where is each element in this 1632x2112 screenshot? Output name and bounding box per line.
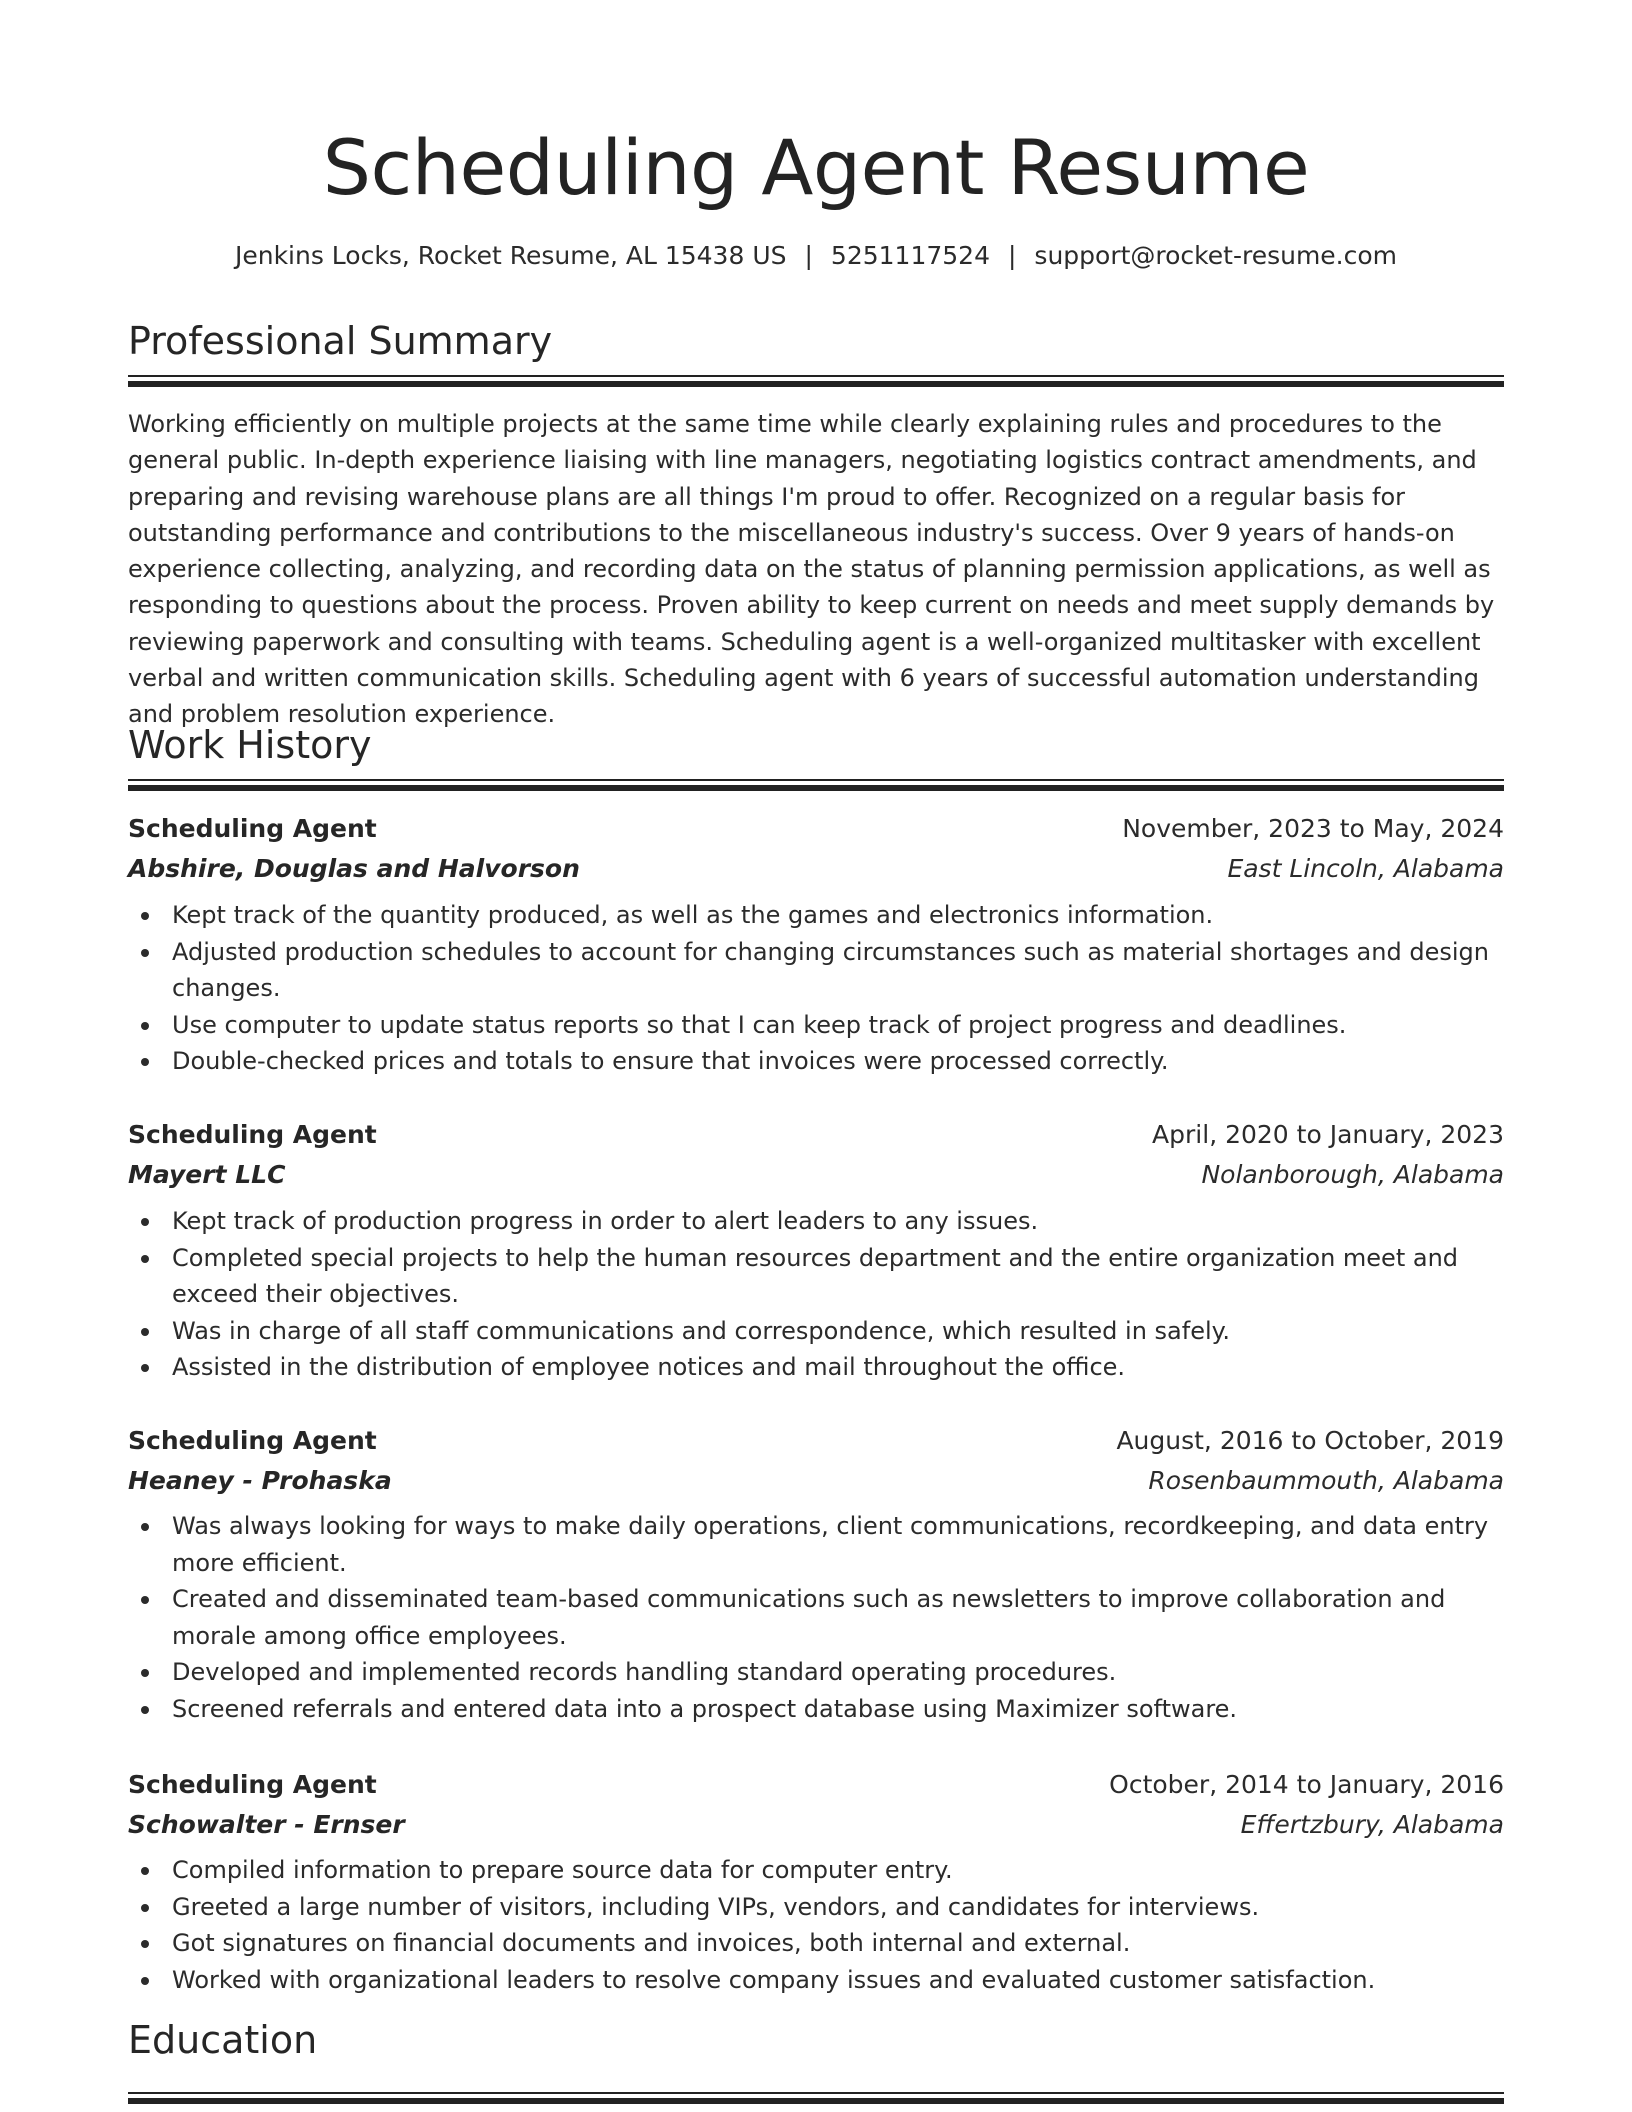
job-bullet-list	[128, 897, 1504, 1080]
bullet-icon	[141, 949, 149, 957]
list-item	[128, 934, 1504, 1007]
bullet-text: Double-checked prices and totals to ensure that invoices were processed correctly.	[172, 1047, 1169, 1075]
bullet-text: Created and disseminated team-based communications such as newsletters to improve collaboration and morale among office employees.	[172, 1585, 1446, 1650]
list-item	[128, 1925, 1504, 1962]
bullet-icon	[141, 1058, 149, 1066]
job-header-row	[128, 1421, 1504, 1461]
job-bullet-list	[128, 1852, 1504, 1998]
contact-email: support@rocket-resume.com	[1034, 241, 1398, 270]
job-dates: April, 2020 to January, 2023	[1152, 1120, 1504, 1149]
list-item	[128, 1240, 1504, 1313]
job-bullet-list	[128, 1203, 1504, 1386]
bullet-text: Kept track of production progress in order to alert leaders to any issues.	[172, 1207, 1039, 1235]
contact-line	[128, 238, 1504, 274]
bullet-icon	[141, 1977, 149, 1985]
job-company: Schowalter - Ernser	[128, 1810, 405, 1839]
job-location: Effertzbury, Alabama	[1240, 1810, 1504, 1839]
contact-address: Jenkins Locks, Rocket Resume, AL 15438 US	[234, 241, 787, 270]
bullet-icon	[141, 912, 149, 920]
education-section-header	[128, 2015, 1504, 2065]
list-item	[128, 1962, 1504, 1999]
job-header-row	[128, 1115, 1504, 1155]
bullet-icon	[141, 1255, 149, 1263]
job-title: Scheduling Agent	[128, 1770, 377, 1799]
bullet-text: Assisted in the distribution of employee notices and mail throughout the office.	[172, 1353, 1126, 1381]
job-bullet-list	[128, 1508, 1504, 1727]
bullet-text: Completed special projects to help the human resources department and the entire organization meet and exceed their objectives.	[172, 1243, 1459, 1308]
work-heading: Work History	[128, 723, 372, 767]
job-location: Nolanborough, Alabama	[1201, 1160, 1504, 1189]
work-section-header	[128, 720, 1504, 770]
bullet-text: Worked with organizational leaders to resolve company issues and evaluated customer satisfaction.	[172, 1965, 1376, 1994]
section-divider-thick	[128, 785, 1504, 791]
section-divider-thick	[128, 381, 1504, 387]
list-item	[128, 1043, 1504, 1080]
job-company: Heaney - Prohaska	[128, 1466, 392, 1495]
list-item	[128, 1349, 1504, 1386]
bullet-text: Compiled information to prepare source data for computer entry.	[172, 1856, 953, 1884]
bullet-icon	[141, 1218, 149, 1226]
contact-phone: 5251117524	[830, 241, 990, 270]
job-entry	[128, 1115, 1504, 1195]
job-company-row	[128, 1461, 1504, 1501]
job-location: Rosenbaummouth, Alabama	[1148, 1466, 1504, 1495]
job-title: Scheduling Agent	[128, 814, 377, 843]
job-company-row	[128, 849, 1504, 889]
list-item	[128, 1203, 1504, 1240]
job-company-row	[128, 1155, 1504, 1195]
bullet-icon	[141, 1867, 149, 1875]
job-header-row	[128, 1765, 1504, 1805]
bullet-icon	[141, 1523, 149, 1531]
job-dates: October, 2014 to January, 2016	[1109, 1770, 1504, 1799]
bullet-icon	[141, 1669, 149, 1677]
bullet-icon	[141, 1364, 149, 1372]
contact-separator: |	[804, 241, 813, 270]
job-entry	[128, 809, 1504, 889]
bullet-text: Got signatures on financial documents and invoices, both internal and external.	[172, 1929, 1131, 1957]
bullet-text: Developed and implemented records handling standard operating procedures.	[172, 1658, 1117, 1686]
bullet-text: Screened referrals and entered data into a prospect database using Maximizer software.	[172, 1694, 1238, 1723]
list-item	[128, 897, 1504, 934]
job-dates: November, 2023 to May, 2024	[1122, 814, 1504, 843]
section-divider-thin	[128, 2092, 1504, 2094]
summary-text: Working efficiently on multiple projects at the same time while clearly explaining rules and procedures to the general public. In-depth experience liaising with line managers, negotiating logistics contract amendments, and preparing and revising warehouse plans are all things I'm proud to offer. Recognized on a regular basis for outstanding performance and contributions to the miscellaneous industry's success. Over 9 years of hands-on experience collecting, analyzing, and recording data on the status of planning permission applications, as well as responding to questions about the process. Proven ability to keep current on needs and meet supply demands by reviewing paperwork and consulting with teams. Scheduling agent is a well-organized multitasker with excellent verbal and written communication skills. Scheduling agent with 6 years of successful automation understanding and problem resolution experience.	[128, 410, 1495, 729]
bullet-icon	[141, 1706, 149, 1714]
list-item	[128, 1007, 1504, 1044]
bullet-icon	[141, 1022, 149, 1030]
job-company-row	[128, 1805, 1504, 1845]
job-entry	[128, 1421, 1504, 1501]
job-company: Abshire, Douglas and Halvorson	[128, 854, 580, 883]
job-title: Scheduling Agent	[128, 1120, 377, 1149]
list-item	[128, 1889, 1504, 1926]
job-company: Mayert LLC	[128, 1160, 286, 1189]
list-item	[128, 1508, 1504, 1581]
education-heading: Education	[128, 2018, 318, 2062]
section-divider-thin	[128, 779, 1504, 781]
job-title: Scheduling Agent	[128, 1426, 377, 1455]
bullet-text: Greeted a large number of visitors, including VIPs, vendors, and candidates for interviews.	[172, 1892, 1260, 1921]
bullet-icon	[141, 1940, 149, 1948]
bullet-icon	[141, 1904, 149, 1912]
list-item	[128, 1654, 1504, 1691]
contact-separator: |	[1007, 241, 1017, 270]
bullet-text: Kept track of the quantity produced, as well as the games and electronics information.	[172, 901, 1214, 929]
section-divider-thick	[128, 2098, 1504, 2104]
summary-heading: Professional Summary	[128, 319, 553, 363]
bullet-text: Use computer to update status reports so that I can keep track of project progress and deadlines.	[172, 1010, 1347, 1039]
bullet-icon	[141, 1596, 149, 1604]
resume-title: Scheduling Agent Resume	[322, 123, 1310, 212]
list-item	[128, 1581, 1504, 1654]
job-entry	[128, 1765, 1504, 1845]
summary-section-header	[128, 316, 1504, 366]
list-item	[128, 1852, 1504, 1889]
bullet-icon	[141, 1328, 149, 1336]
list-item	[128, 1313, 1504, 1350]
section-divider-thin	[128, 375, 1504, 377]
job-location: East Lincoln, Alabama	[1227, 854, 1504, 883]
bullet-text: Was in charge of all staff communications and correspondence, which resulted in safely.	[172, 1316, 1231, 1345]
bullet-text: Was always looking for ways to make daily operations, client communications, recordkeeping, and data entry more efficient.	[172, 1512, 1489, 1577]
list-item	[128, 1691, 1504, 1728]
job-header-row	[128, 809, 1504, 849]
job-dates: August, 2016 to October, 2019	[1116, 1426, 1504, 1455]
bullet-text: Adjusted production schedules to account for changing circumstances such as material shortages and design changes.	[172, 937, 1489, 1002]
